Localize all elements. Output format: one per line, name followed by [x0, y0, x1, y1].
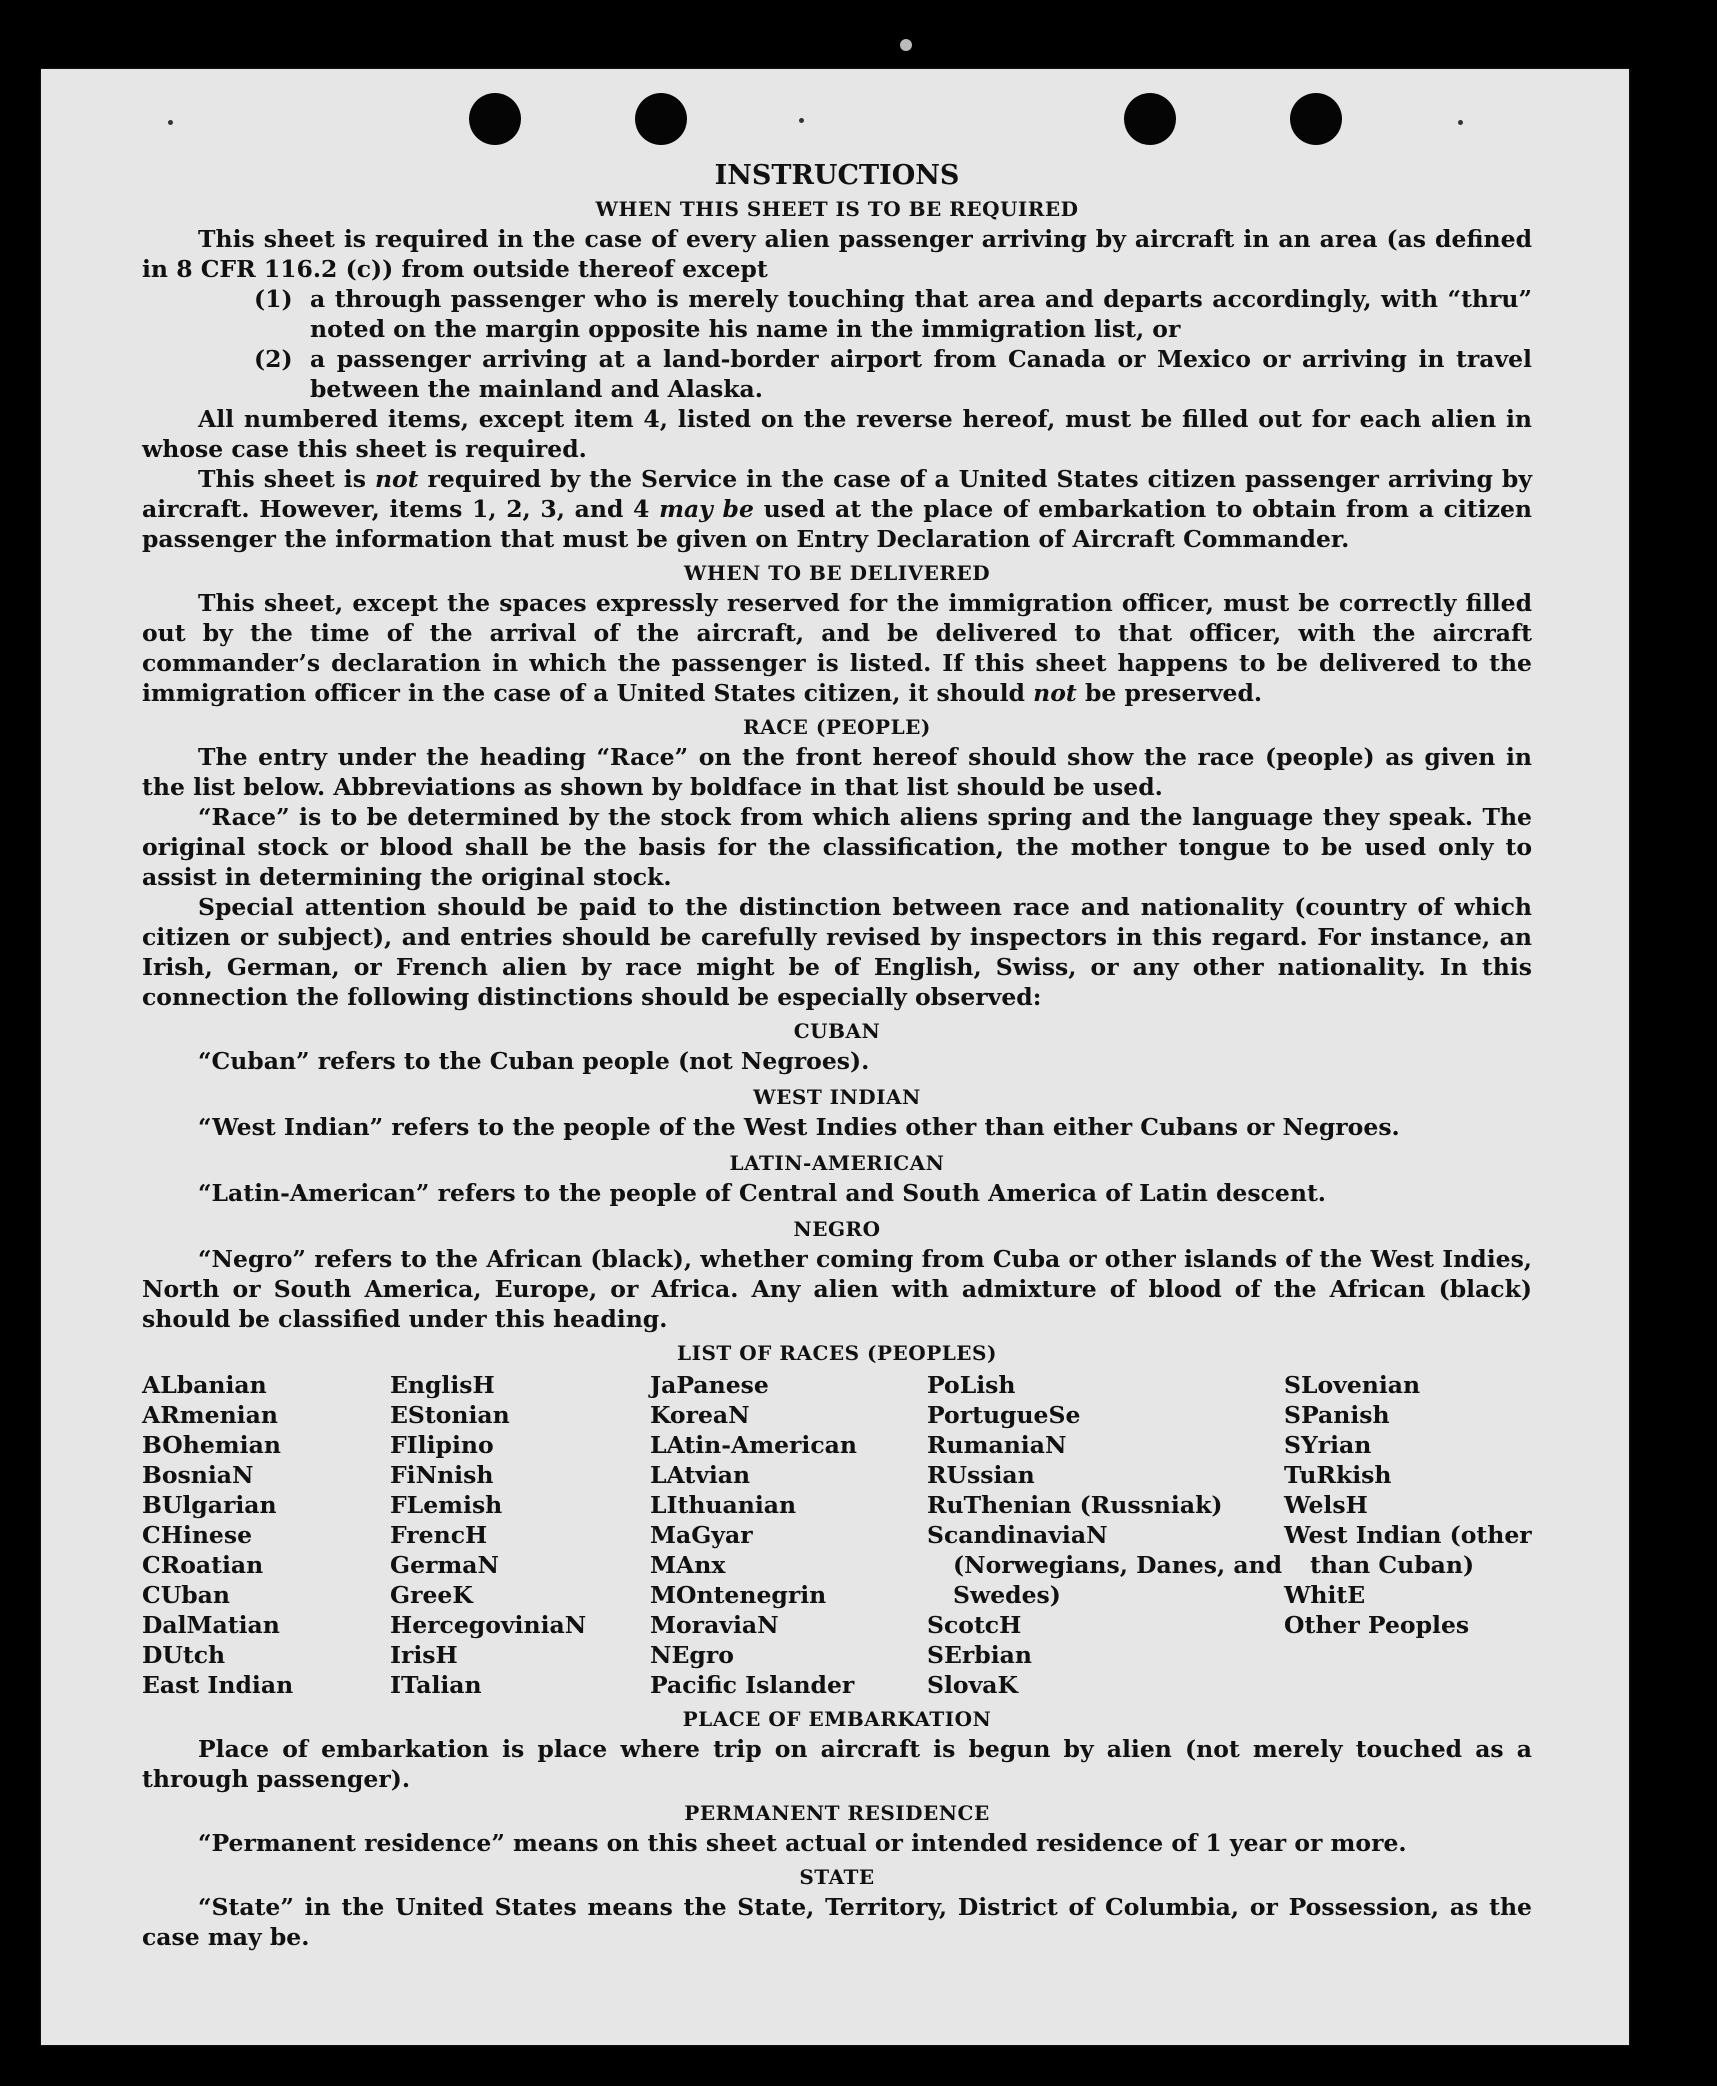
definition: “Latin-American” refers to the people of Central and South America of Latin descent. [198, 1179, 1326, 1207]
race-entry: DUtch [142, 1641, 226, 1669]
heading-west-indian: WEST INDIAN [753, 1085, 921, 1109]
list-item [254, 344, 1532, 404]
races-list [142, 1370, 1532, 1700]
punch-hole [1124, 93, 1176, 145]
race-entry: NEgro [650, 1641, 734, 1669]
races-column [650, 1370, 927, 1700]
race-entry: FrencH [390, 1521, 488, 1549]
race-entry: ARmenian [142, 1401, 278, 1429]
item-number: (2) [254, 345, 293, 373]
definition: “West Indian” refers to the people of the West Indies other than either Cubans or Negroes. [198, 1113, 1400, 1141]
race-entry: CUban [142, 1581, 230, 1609]
race-entry: GermaN [390, 1551, 499, 1579]
races-column [390, 1370, 650, 1700]
race-entry: SErbian [927, 1641, 1032, 1669]
race-entry: ScotcH [927, 1611, 1022, 1639]
race-entry: PortugueSe [927, 1401, 1081, 1429]
race-entry: SlovaK [927, 1671, 1018, 1699]
race-entry: PoLish [927, 1371, 1016, 1399]
paragraph: The entry under the heading “Race” on the front hereof should show the race (people) as given in the list below. Abbreviations as shown by boldface in that list should be used. [142, 743, 1532, 801]
race-entry: MoraviaN [650, 1611, 779, 1639]
heading-latin-american: LATIN-AMERICAN [729, 1151, 945, 1175]
race-entry: ITalian [390, 1671, 482, 1699]
list-item [254, 284, 1532, 344]
race-entry: JaPanese [650, 1371, 769, 1399]
race-entry: RuThenian (Russniak) [927, 1491, 1223, 1519]
race-entry: RUssian [927, 1461, 1035, 1489]
race-entry: IrisH [390, 1641, 458, 1669]
race-entry: LIthuanian [650, 1491, 797, 1519]
race-entry: SPanish [1284, 1401, 1390, 1429]
race-entry: SLovenian [1284, 1371, 1421, 1399]
heading-embarkation: PLACE OF EMBARKATION [682, 1707, 992, 1731]
paragraph: All numbered items, except item 4, listed on the reverse hereof, must be filled out for each alien in whose case this sheet is required. [142, 405, 1532, 463]
race-entry: WelsH [1284, 1491, 1368, 1519]
paragraph: This sheet is not required by the Service in the case of a United States citizen passenger arriving by aircraft. However, items 1, 2, 3, and 4 may be used at the place of embarkation to obtain from a citizen passenger the information that must be given on Entry Declaration of Aircraft Commander. [142, 465, 1532, 553]
scan-speck [1458, 120, 1463, 125]
race-entry: WhitE [1284, 1581, 1366, 1609]
race-entry: ALbanian [142, 1371, 267, 1399]
race-entry: BUlgarian [142, 1491, 277, 1519]
race-entry: FiNnish [390, 1461, 494, 1489]
race-entry: GreeK [390, 1581, 473, 1609]
heading-cuban: CUBAN [793, 1019, 881, 1043]
scan-speck [799, 118, 804, 123]
paragraph: “Negro” refers to the African (black), whether coming from Cuba or other islands of the West Indies, North or South America, Europe, or Africa. Any alien with admixture of blood of the African (black) should be classified under this heading. [142, 1245, 1532, 1333]
race-entry: FIlipino [390, 1431, 494, 1459]
race-entry: Pacific Islander [650, 1671, 855, 1699]
definition: “Cuban” refers to the Cuban people (not Negroes). [198, 1047, 870, 1075]
races-column [927, 1370, 1284, 1700]
item-text: a passenger arriving at a land-border airport from Canada or Mexico or arriving in travel between the mainland and Alaska. [310, 345, 1532, 403]
race-entry: LAtin-American [650, 1431, 857, 1459]
heading-when-required: WHEN THIS SHEET IS TO BE REQUIRED [595, 197, 1079, 221]
heading-list-of-races: LIST OF RACES (PEOPLES) [677, 1341, 997, 1365]
race-entry: MAnx [650, 1551, 726, 1579]
race-entry: EStonian [390, 1401, 510, 1429]
race-entry: KoreaN [650, 1401, 750, 1429]
race-entry: LAtvian [650, 1461, 751, 1489]
item-number: (1) [254, 285, 293, 313]
race-entry: EnglisH [390, 1371, 495, 1399]
race-entry: Other Peoples [1284, 1611, 1470, 1639]
paragraph: Special attention should be paid to the distinction between race and nationality (country of which citizen or subject), and entries should be carefully revised by inspectors in this regard. For instance, an Irish, German, or French alien by race might be of English, Swiss, or any other nationality. In this connection the following distinctions should be especially observed: [142, 893, 1532, 1011]
races-column [142, 1370, 390, 1700]
race-entry: ScandinaviaN (Norwegians, Danes, and Swedes) [927, 1521, 1283, 1609]
instructions-content [142, 158, 1532, 1952]
race-entry: BosniaN [142, 1461, 254, 1489]
punch-hole [469, 93, 521, 145]
races-column [1284, 1370, 1532, 1700]
paragraph: “State” in the United States means the State, Territory, District of Columbia, or Possession, as the case may be. [142, 1893, 1532, 1951]
heading-when-delivered: WHEN TO BE DELIVERED [683, 561, 991, 585]
race-entry: BOhemian [142, 1431, 281, 1459]
race-entry: FLemish [390, 1491, 503, 1519]
race-entry: TuRkish [1284, 1461, 1392, 1489]
race-entry: East Indian [142, 1671, 294, 1699]
paragraph: “Permanent residence” means on this sheet actual or intended residence of 1 year or more. [198, 1829, 1407, 1857]
race-entry: DalMatian [142, 1611, 280, 1639]
paragraph: Place of embarkation is place where trip on aircraft is begun by alien (not merely touched as a through passenger). [142, 1735, 1532, 1793]
item-text: a through passenger who is merely touching that area and departs accordingly, with “thru” noted on the margin opposite his name in the immigration list, or [310, 285, 1532, 343]
race-entry: CHinese [142, 1521, 253, 1549]
page-title: INSTRUCTIONS [714, 160, 960, 191]
punch-hole [635, 93, 687, 145]
paragraph: “Race” is to be determined by the stock from which aliens spring and the language they speak. The original stock or blood shall be the basis for the classification, the mother tongue to be used only to assist in determining the original stock. [142, 803, 1532, 891]
heading-negro: NEGRO [793, 1217, 881, 1241]
heading-residence: PERMANENT RESIDENCE [684, 1801, 990, 1825]
race-entry: West Indian (other than Cuban) [1284, 1521, 1532, 1579]
race-entry: SYrian [1284, 1431, 1372, 1459]
punch-hole [1290, 93, 1342, 145]
race-entry: CRoatian [142, 1551, 264, 1579]
heading-state: STATE [799, 1865, 875, 1889]
paragraph: This sheet, except the spaces expressly reserved for the immigration officer, must be correctly filled out by the time of the arrival of the aircraft, and be delivered to that officer, with the aircraft commander’s declaration in which the passenger is listed. If this sheet happens to be delivered to the immigration officer in the case of a United States citizen, it should not be preserved. [142, 589, 1532, 707]
race-entry: MOntenegrin [650, 1581, 827, 1609]
race-entry: RumaniaN [927, 1431, 1067, 1459]
race-entry: HercegoviniaN [390, 1611, 587, 1639]
heading-race: RACE (PEOPLE) [743, 715, 931, 739]
paragraph: This sheet is required in the case of every alien passenger arriving by aircraft in an area (as defined in 8 CFR 116.2 (c)) from outside thereof except [142, 225, 1532, 283]
scan-speck [900, 39, 912, 51]
race-entry: MaGyar [650, 1521, 753, 1549]
scan-speck [168, 120, 173, 125]
